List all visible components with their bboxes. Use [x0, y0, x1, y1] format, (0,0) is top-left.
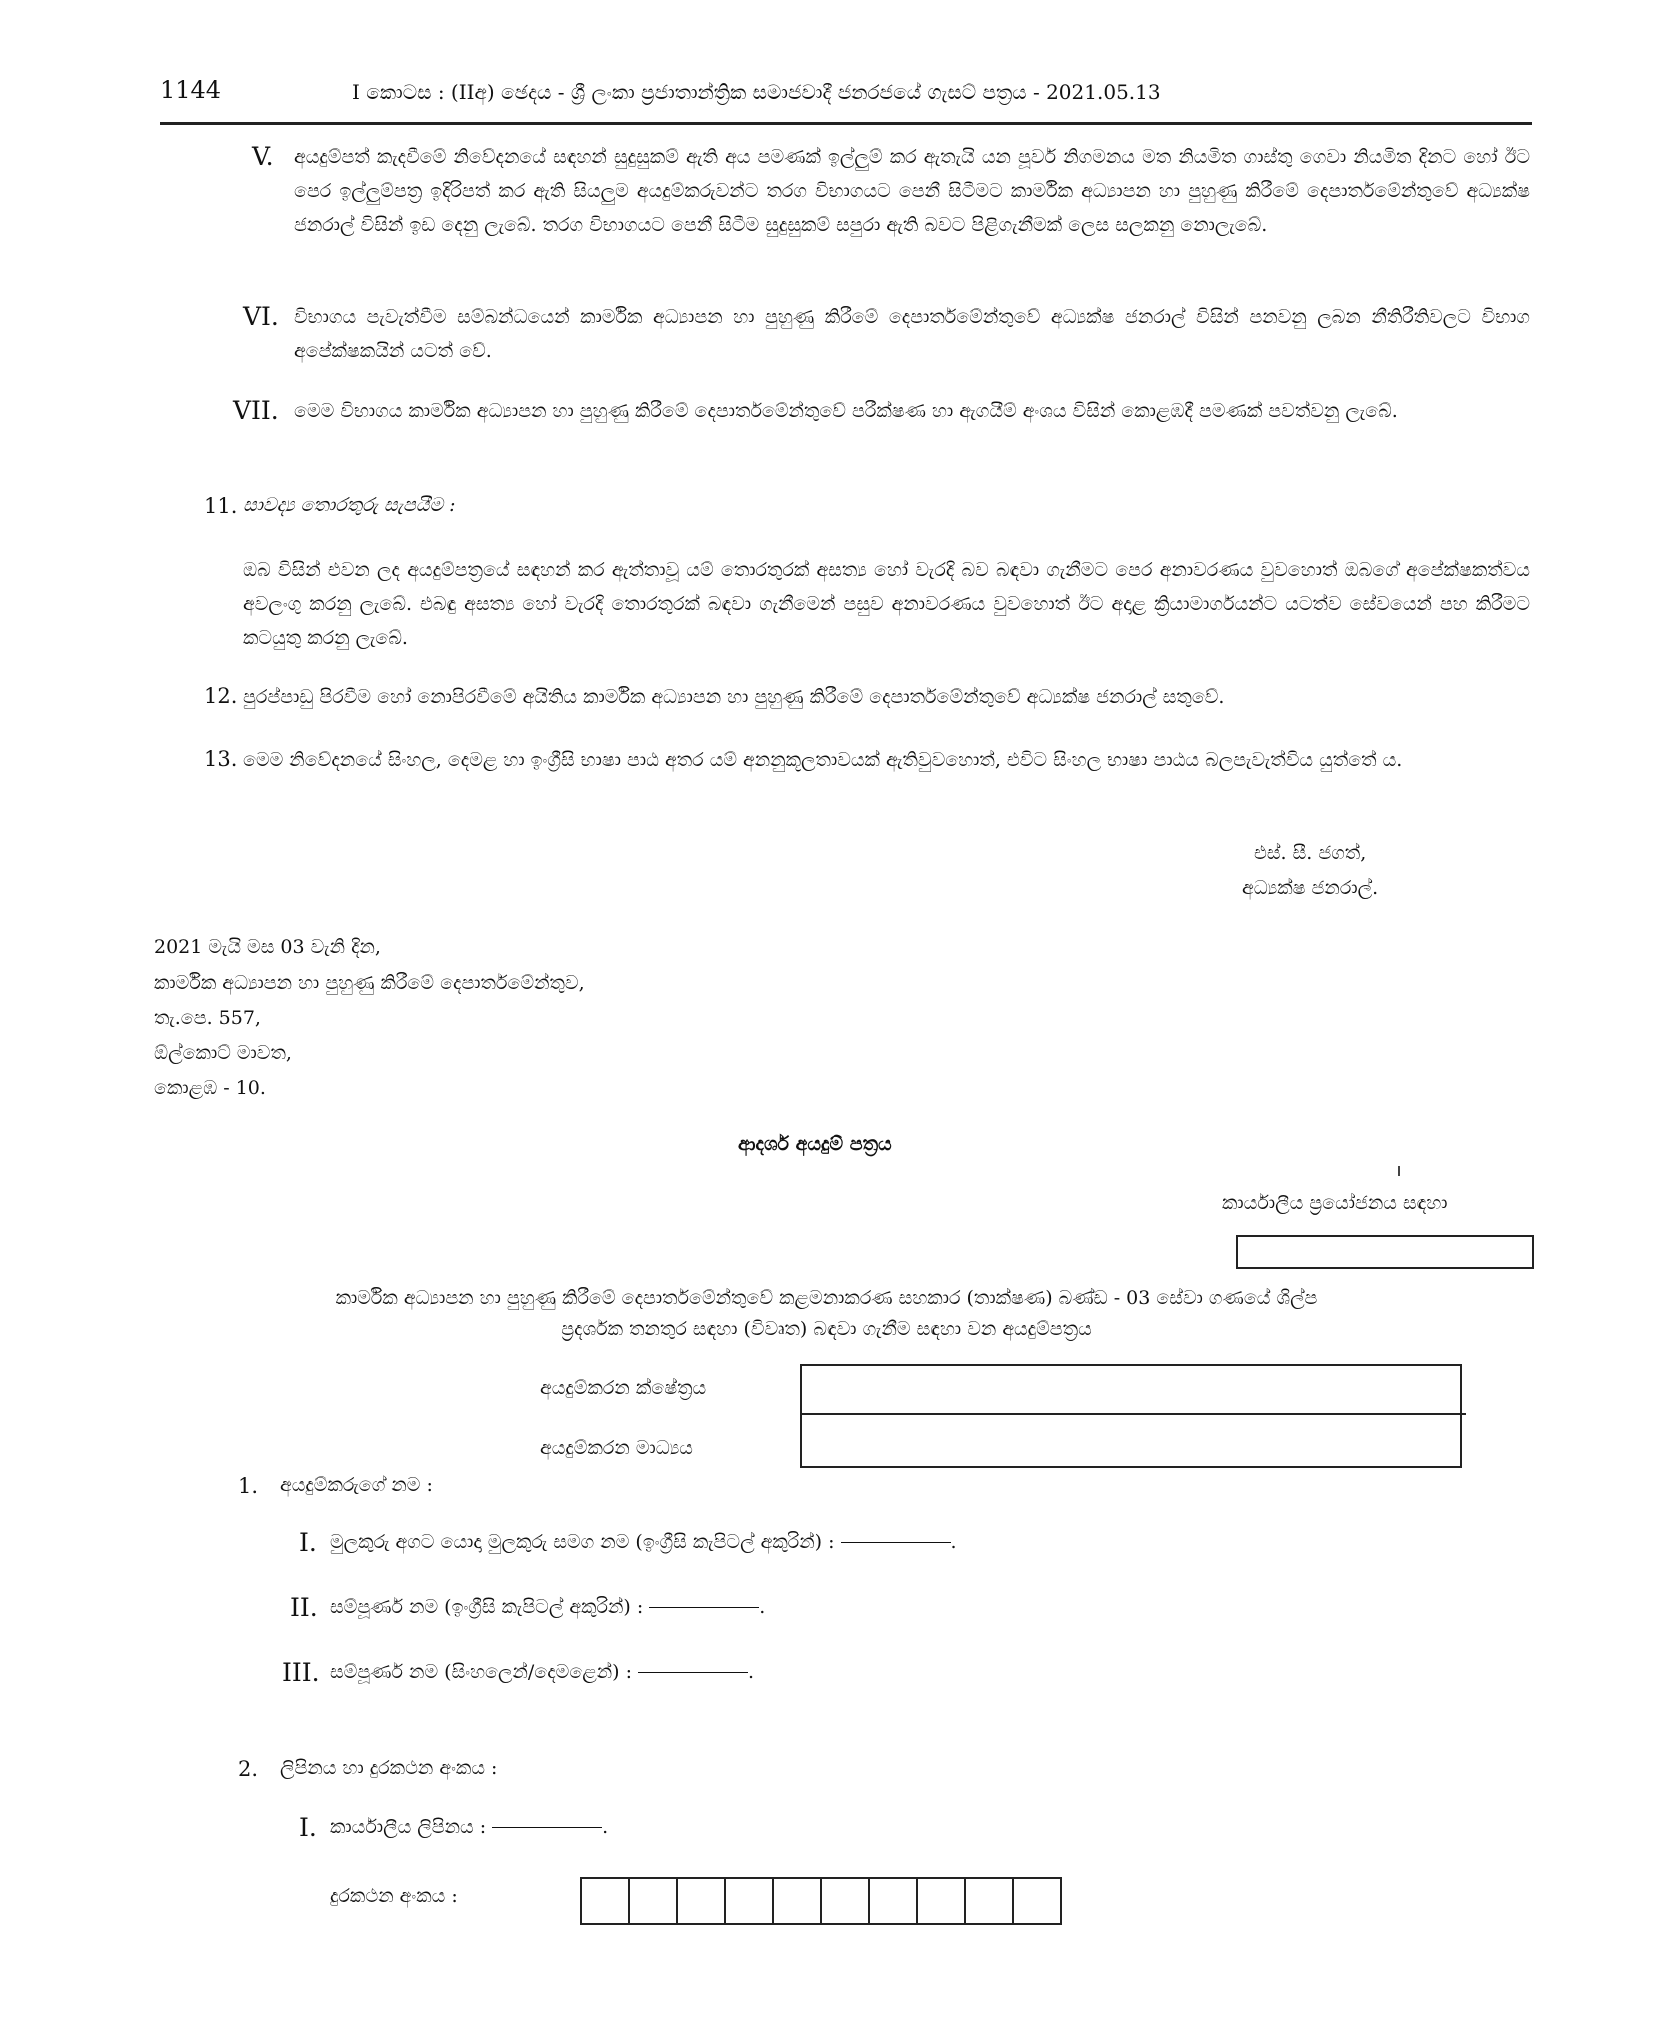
- condition-text-vii: මෙම විභාගය කාර්මික අධ්‍යාපන හා පුහුණු කිරීමේ දෙපාර්තමේන්තුවේ පරීක්ෂණ හා ඇගයීම් අංශය විසින් කොළඹදී පමණක් පවත්වනු ලැබේ.: [294, 400, 1398, 422]
- phone-digit-box[interactable]: [1014, 1879, 1060, 1923]
- address-line-street: ඕල්කොට් මාවත,: [154, 1042, 292, 1064]
- phone-digit-box[interactable]: [582, 1879, 630, 1923]
- question-2-label: ලිපිනය හා දුරකථන අංකය :: [280, 1757, 498, 1779]
- full-name-sinhala-tamil-blank[interactable]: [638, 1672, 748, 1673]
- full-name-english-blank[interactable]: [649, 1607, 759, 1608]
- q1-item-ii-numeral: II.: [290, 1593, 318, 1622]
- stray-mark: [1398, 1166, 1400, 1176]
- phone-digit-box[interactable]: [918, 1879, 966, 1923]
- model-application-title: ආදර්ශ අයදුම් පත්‍රය: [738, 1133, 892, 1155]
- question-2-number: 2.: [238, 1757, 259, 1781]
- address-line-pobox: තැ.පෙ. 557,: [154, 1007, 261, 1029]
- q1-item-iii-numeral: III.: [282, 1658, 320, 1687]
- phone-digit-box[interactable]: [678, 1879, 726, 1923]
- section-11-body: ඔබ විසින් එවන ලද අයදුම්පත්‍රයේ සඳහන් කර ඇත්තාවූ යම් තොරතුරක් අසත්‍ය හෝ වැරදි බව බඳවා ගැනීමට පෙර අනාවරණය වුවහොත් ඔබගේ අපේක්ෂකත්වය අවලංගු කරනු ලැබේ. එබඳු අසත්‍ය හෝ වැරදි තොරතුරක් බඳවා ගැනීමෙන් පසුව අනාවරණය වුවහොත් ඊට අදාළ ක්‍රියාමාර්ගයන්ට යටත්ව සේවයෙන් පහ කිරීමට කටයුතු කරනු ලැබේ.: [243, 559, 1530, 649]
- full-name-english-label: සම්පූර්ණ නම (ඉංග්‍රීසි කැපිටල් අකුරින්) :: [330, 1596, 644, 1618]
- applying-medium-label: අයදුම්කරන මාධ්‍යය: [540, 1437, 693, 1459]
- q1-item-ii-row[interactable]: සම්පූර්ණ නම (ඉංග්‍රීසි කැපිටල් අකුරින්) : .: [330, 1596, 766, 1618]
- name-with-initials-label: මුලකුරු අගට යොදා මුලකුරු සමග නම (ඉංග්‍රීසි කැපිටල් අකුරින්) :: [330, 1531, 835, 1553]
- office-address-blank[interactable]: [492, 1827, 602, 1828]
- section-12-text: පුරප්පාඩු පිරවීම හෝ නොපිරවීමේ අයිතිය කාර්මික අධ්‍යාපන හා පුහුණු කිරීමේ දෙපාර්තමේන්තුවේ අධ්‍යක්ෂ ජනරාල් සතුවේ.: [243, 686, 1225, 708]
- condition-numeral-vii: VII.: [233, 396, 279, 425]
- office-address-label: කාර්යාලීය ලිපිනය :: [330, 1816, 487, 1838]
- phone-digit-box[interactable]: [870, 1879, 918, 1923]
- section-13-number: 13.: [204, 747, 238, 771]
- section-13-text: මෙම නිවේදනයේ සිංහල, දෙමළ හා ඉංග්‍රීසි භාෂා පාඨ අතර යම් අනනුකූලතාවයක් ඇතිවුවහොත්, එවිට සිංහල භාෂා පාඨය බලපැවැත්විය යුත්තේ ය.: [243, 749, 1403, 771]
- phone-digit-box[interactable]: [774, 1879, 822, 1923]
- condition-numeral-v: V.: [252, 142, 274, 171]
- q2-item-i-numeral: I.: [299, 1813, 317, 1842]
- name-with-initials-blank[interactable]: [841, 1542, 951, 1543]
- signatory-name: එස්. සී. ජගත්,: [1254, 842, 1367, 864]
- condition-numeral-vi: VI.: [243, 302, 279, 331]
- office-use-box[interactable]: [1236, 1235, 1534, 1269]
- condition-text-vi: විභාගය පැවැත්වීම සම්බන්ධයෙන් කාර්මික අධ්‍යාපන හා පුහුණු කිරීමේ දෙපාර්තමේන්තුවේ අධ්‍යක්ෂ ජනරාල් විසින් පනවනු ලබන නීතිරීතිවලට විභාග අපේක්ෂකයින් යටත් වේ.: [294, 306, 1530, 362]
- header-divider: [160, 122, 1532, 125]
- phone-digit-box[interactable]: [966, 1879, 1014, 1923]
- q1-item-i-row[interactable]: මුලකුරු අගට යොදා මුලකුරු සමග නම (ඉංග්‍රීසි කැපිටල් අකුරින්) : .: [330, 1531, 957, 1553]
- full-name-sinhala-tamil-label: සම්පූර්ණ නම (සිංහලෙන්/දෙමළෙන්) :: [330, 1661, 633, 1683]
- form-heading-line-2: ප්‍රදර්ශක තනතුර සඳහා (විවෘත) බඳවා ගැනීම සඳහා වන අයදුම්පත්‍රය: [561, 1318, 1092, 1340]
- question-1-number: 1.: [238, 1474, 259, 1498]
- condition-text-v: අයදුම්පත් කැදවීමේ නිවේදනයේ සඳහන් සුදුසුකම් ඇති අය පමණක් ඉල්ලුම් කර ඇතැයි යන පූර්ව නිගමනය මත නියමිත ගාස්තු ගෙවා නියමිත දිනට හෝ ඊට පෙර ඉල්ලුම්පත්‍ර ඉදිරිපත් කර ඇති සියලුම අයදුම්කරුවන්ට තරග විභාගයට පෙනී සිටීමට කාර්මික අධ්‍යාපන හා පුහුණු කිරීමේ දෙපාර්තමේන්තුවේ අධ්‍යක්ෂ ජනරාල් විසින් ඉඩ දෙනු ලැබේ. තරග විභාගයට පෙනී සිටීම සුදුසුකම් සපුරා ඇති බවට පිළිගැනීමක් ලෙස සලකනු නොලැබේ.: [294, 146, 1530, 236]
- q2-item-i-row[interactable]: කාර්යාලීය ලිපිනය : .: [330, 1816, 609, 1838]
- address-line-city: කොළඹ - 10.: [154, 1077, 266, 1099]
- phone-digit-box[interactable]: [822, 1879, 870, 1923]
- field-medium-input-box[interactable]: [800, 1364, 1462, 1468]
- section-11-heading: සාවද්‍ය තොරතුරු සැපයීම :: [243, 494, 456, 516]
- phone-number-boxes[interactable]: [580, 1877, 1062, 1925]
- office-use-label: කාර්යාලීය ප්‍රයෝජනය සඳහා: [1222, 1192, 1448, 1214]
- section-11-number: 11.: [204, 494, 238, 518]
- q1-item-i-numeral: I.: [299, 1528, 317, 1557]
- gazette-header-title: I කොටස : (IIඅ) ඡෙදය - ශ්‍රී ලංකා ප්‍රජාතාන්ත්‍රික සමාජවාදී ජනරජයේ ගැසට් පත්‍රය - 2021.05.13: [352, 80, 1161, 104]
- phone-digit-box[interactable]: [726, 1879, 774, 1923]
- address-line-department: කාර්මික අධ්‍යාපන හා පුහුණු කිරීමේ දෙපාර්තමේන්තුව,: [154, 972, 585, 994]
- form-heading-line-1: කාර්මික අධ්‍යාපන හා පුහුණු කිරීමේ දෙපාර්තමේන්තුවේ කළමනාකරණ සහකාර (තාක්ෂණ) බණ්ඩ - 03 සේවා ගණයේ ශිල්ප: [335, 1287, 1318, 1309]
- signatory-title: අධ්‍යක්ෂ ජනරාල්.: [1242, 877, 1379, 899]
- phone-number-label: දුරකථන අංකය :: [330, 1885, 458, 1907]
- section-12-number: 12.: [204, 684, 238, 708]
- phone-digit-box[interactable]: [630, 1879, 678, 1923]
- field-medium-divider: [800, 1413, 1466, 1415]
- applying-field-label: අයදුම්කරන ක්ෂේත්‍රය: [540, 1377, 707, 1399]
- address-line-date: 2021 මැයි මස 03 වැනි දින,: [154, 936, 381, 958]
- page-number: 1144: [160, 76, 222, 104]
- question-1-label: අයදුම්කරුගේ නම :: [280, 1474, 433, 1496]
- q1-item-iii-row[interactable]: සම්පූර්ණ නම (සිංහලෙන්/දෙමළෙන්) : .: [330, 1661, 755, 1683]
